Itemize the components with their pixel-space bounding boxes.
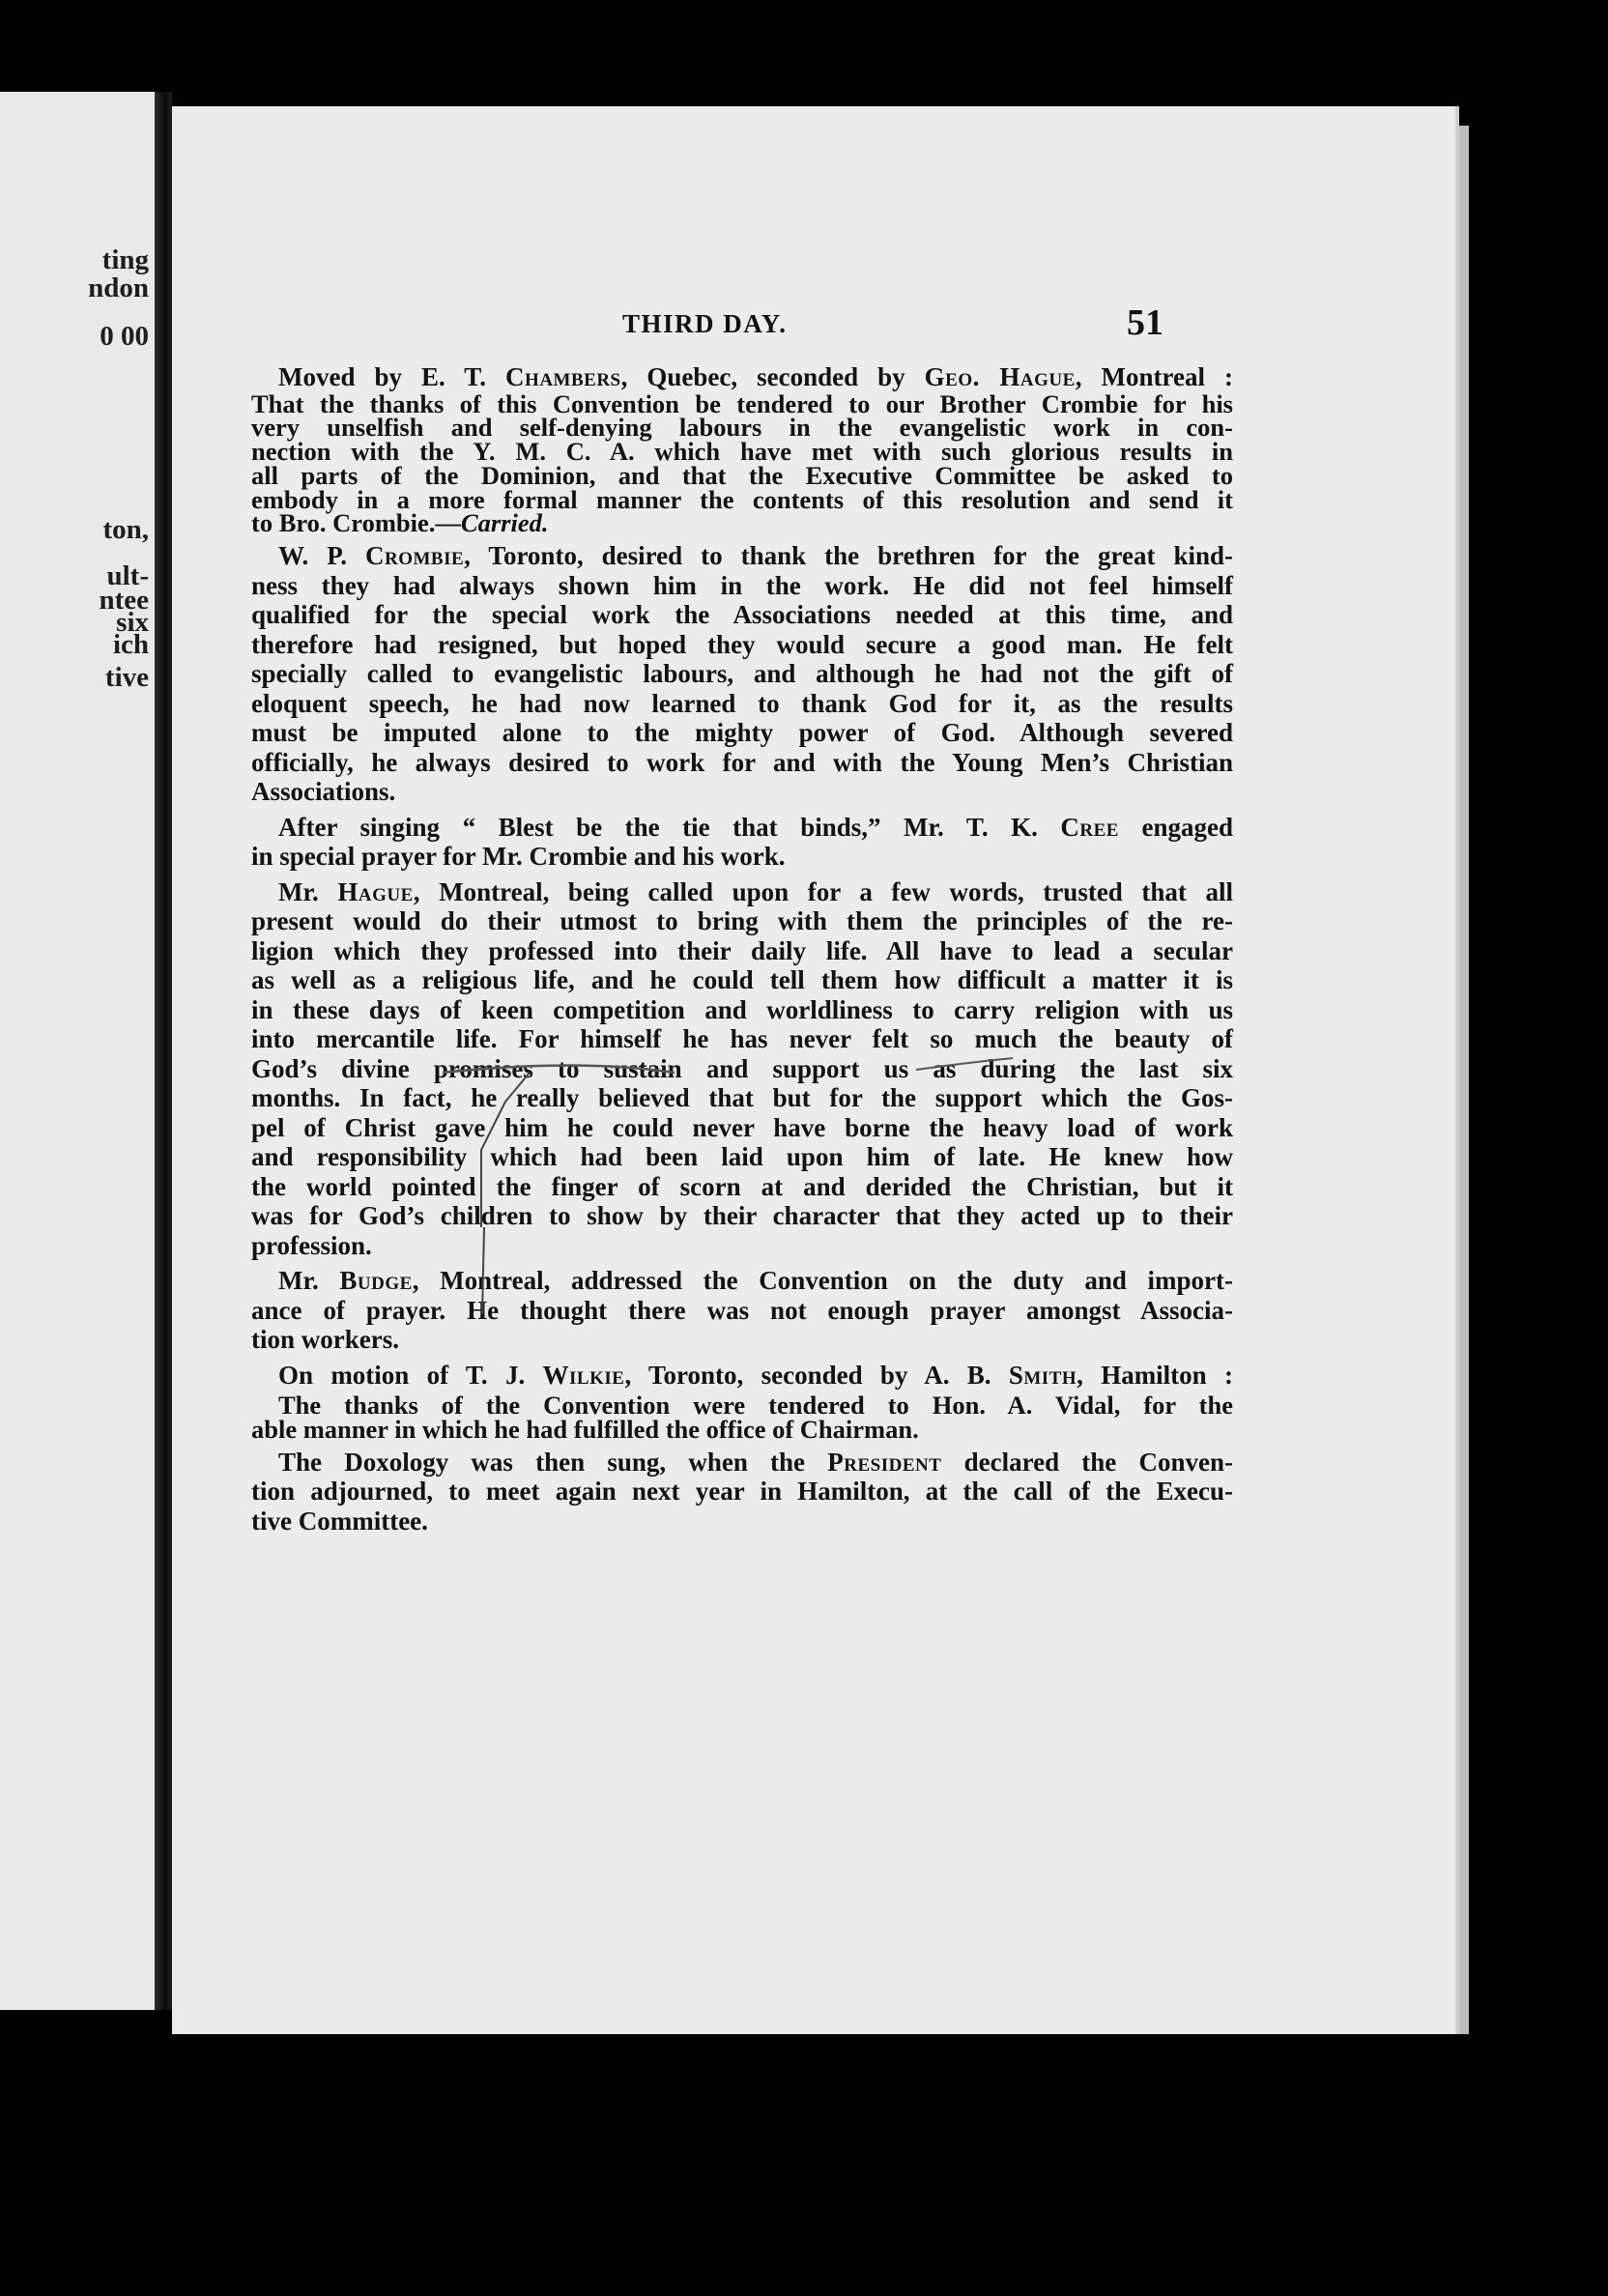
facing-page-text: ich	[112, 629, 149, 660]
facing-page-text: ndon	[88, 273, 149, 303]
resolution-text: That the thanks of this Convention be tendered to our Brother Crombie for his very unselfish and self-denying labours in the evangelistic work in con- nection with the Y. M. C. A. which have met with such glorious results in all parts of the Dominion, and that the Executive Committee be asked to embody in a more formal manner the contents of this resolution and send it to Bro. Crombie.—Carried.	[251, 388, 1233, 538]
paragraph-budge: Mr. Budge, Montreal, addressed the Convention on the duty and import- ance of prayer. He thought there was not enough prayer amongst Associa- tion workers.	[251, 1266, 1233, 1355]
facing-page-text: 0 00	[100, 321, 149, 352]
facing-page-text: tive	[104, 662, 149, 693]
facing-page-fragment	[0, 92, 155, 2010]
facing-page-text: six	[116, 607, 149, 638]
page-number: 51	[1127, 302, 1163, 343]
paragraph-crombie: W. P. Crombie, Toronto, desired to thank the brethren for the great kind- ness they had always shown him in the work. He did not feel himself qualified for the special work the Associations needed at this time, and therefore had resigned, but hoped they would secure a good man. He felt specially called to evangelistic labours, and although he had not the gift of eloquent speech, he had now learned to thank God for it, as the results must be imputed alone to the mighty power of God. Although severed officially, he always desired to work for and with the Young Men’s Christian Associations.	[251, 541, 1233, 807]
page-body	[251, 362, 1233, 1535]
paragraph-singing: After singing “ Blest be the tie that binds,” Mr. T. K. Cree engaged in special prayer for Mr. Crombie and his work.	[251, 812, 1233, 872]
book-gutter	[155, 92, 172, 2010]
book-page	[172, 106, 1459, 2034]
facing-page-text: ting	[101, 244, 149, 275]
paragraph-hague: Mr. Hague, Montreal, being called upon for a few words, trusted that all present would do their utmost to bring with them the principles of the re- ligion which they professed into their daily life. All have to lead a secular as well as a religious life, and he could tell them how difficult a matter it is in these days of keen competition and worldliness to carry religion with us into mercantile life. For himself he has never felt so much the beauty of God’s divine promises to sustain and support us as during the last six months. In fact, he really believed that but for the support which the Gos- pel of Christ gave him he could never have borne the heavy load of work and responsibility which had been laid upon him of late. He knew how the world pointed the finger of scorn at and derided the Christian, but it was for God’s children to show by their character that they acted up to their profession.	[251, 876, 1234, 1260]
facing-page-text: ult-	[106, 560, 149, 591]
paragraph-motion: Moved by E. T. Chambers, Quebec, seconded by Geo. Hague, Montreal :	[278, 362, 1233, 391]
facing-page-text: ntee	[99, 585, 149, 616]
page-edge	[1459, 126, 1469, 2034]
running-head	[172, 302, 1459, 348]
paragraph-doxology: The Doxology was then sung, when the President declared the Conven- tion adjourned, to meet again next year in Hamilton, at the call of the Execu- tive Committee.	[251, 1447, 1233, 1535]
facing-page-text: ton,	[102, 514, 149, 545]
resolution-vidal: The thanks of the Convention were tendered to Hon. A. Vidal, for the able manner in which he had fulfilled the office of Chairman.	[251, 1391, 1233, 1445]
running-title: THIRD DAY.	[622, 309, 788, 338]
paragraph-motion-wilkie: On motion of T. J. Wilkie, Toronto, seconded by A. B. Smith, Hamilton :	[278, 1360, 1233, 1390]
